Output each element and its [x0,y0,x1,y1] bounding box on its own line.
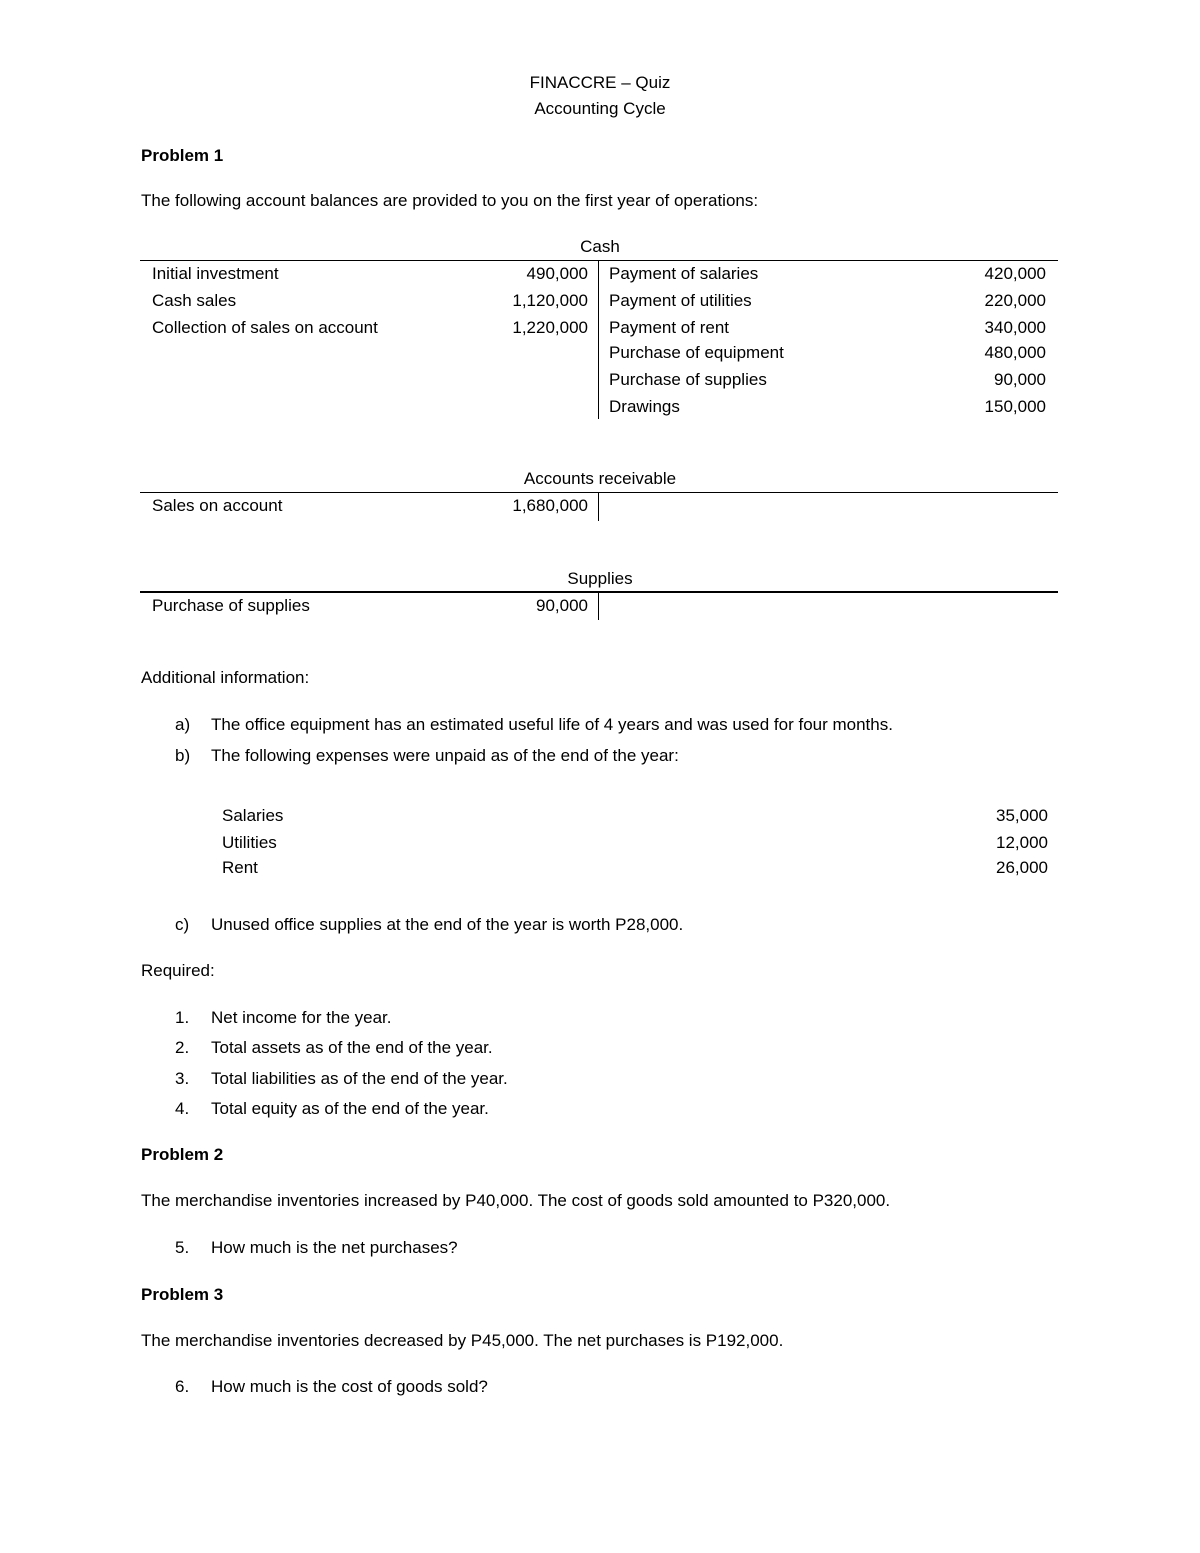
required-item-number: 1. [175,1008,190,1027]
problem3-question-number: 6. [175,1377,190,1396]
problem1-heading: Problem 1 [141,146,224,165]
cash-debit-amount: 1,120,000 [512,291,588,310]
cash-debit-label: Collection of sales on account [152,318,378,337]
cash-debit-label: Initial investment [152,264,279,283]
info-a-text: The office equipment has an estimated useful life of 4 years and was used for four months. [211,715,893,734]
unpaid-expense-label: Salaries [222,806,284,825]
unpaid-expense-amount: 35,000 [996,806,1048,825]
required-item-number: 4. [175,1099,190,1118]
info-a-marker: a) [175,715,191,734]
additional-info-heading: Additional information: [141,668,310,687]
cash-credit-amount: 150,000 [984,397,1046,416]
problem3-text: The merchandise inventories decreased by P45,000. The net purchases is P192,000. [141,1331,784,1350]
cash-debit-label: Cash sales [152,291,237,310]
supplies-account-divider [598,593,599,620]
problem2-question: How much is the net purchases? [211,1238,458,1257]
unpaid-expense-amount: 26,000 [996,858,1048,877]
info-c-text: Unused office supplies at the end of the year is worth P28,000. [211,915,684,934]
cash-credit-label: Drawings [609,397,680,416]
cash-credit-amount: 420,000 [984,264,1046,283]
document-title: FINACCRE – Quiz [529,73,671,92]
unpaid-expense-label: Rent [222,858,258,877]
cash-debit-amount: 490,000 [526,264,588,283]
document-subtitle: Accounting Cycle [534,99,666,118]
receivable-account-divider [598,493,599,521]
problem1-intro: The following account balances are provided to you on the first year of operations: [141,191,759,210]
cash-account-divider [598,261,599,419]
receivable-debit-amount: 1,680,000 [512,496,588,515]
cash-account-title: Cash [580,237,620,256]
cash-credit-label: Payment of utilities [609,291,752,310]
info-b-marker: b) [175,746,191,765]
required-item-number: 2. [175,1038,190,1057]
required-item-text: Total equity as of the end of the year. [211,1099,489,1118]
receivable-account-top-line [140,492,1058,493]
required-item-number: 3. [175,1069,190,1088]
cash-credit-amount: 220,000 [984,291,1046,310]
required-item-text: Total liabilities as of the end of the year. [211,1069,508,1088]
cash-credit-amount: 90,000 [994,370,1046,389]
required-heading: Required: [141,961,215,980]
supplies-account-title: Supplies [567,569,633,588]
problem2-heading: Problem 2 [141,1145,224,1164]
cash-credit-label: Purchase of equipment [609,343,784,362]
info-c-marker: c) [175,915,190,934]
problem3-question: How much is the cost of goods sold? [211,1377,488,1396]
supplies-debit-label: Purchase of supplies [152,596,310,615]
problem3-heading: Problem 3 [141,1285,224,1304]
problem2-question-number: 5. [175,1238,190,1257]
cash-credit-label: Payment of rent [609,318,730,337]
problem2-text: The merchandise inventories increased by P40,000. The cost of goods sold amounted to P320,000. [141,1191,891,1210]
cash-credit-label: Purchase of supplies [609,370,767,389]
receivable-account-title: Accounts receivable [523,469,677,488]
cash-credit-amount: 480,000 [984,343,1046,362]
cash-credit-amount: 340,000 [984,318,1046,337]
receivable-debit-label: Sales on account [152,496,283,515]
supplies-account-top-line [140,591,1058,593]
cash-account-top-line [140,260,1058,261]
unpaid-expense-label: Utilities [222,833,277,852]
required-item-text: Total assets as of the end of the year. [211,1038,493,1057]
info-b-text: The following expenses were unpaid as of the end of the year: [211,746,679,765]
cash-debit-amount: 1,220,000 [512,318,588,337]
supplies-debit-amount: 90,000 [536,596,588,615]
required-item-text: Net income for the year. [211,1008,392,1027]
cash-credit-label: Payment of salaries [609,264,759,283]
unpaid-expense-amount: 12,000 [996,833,1048,852]
